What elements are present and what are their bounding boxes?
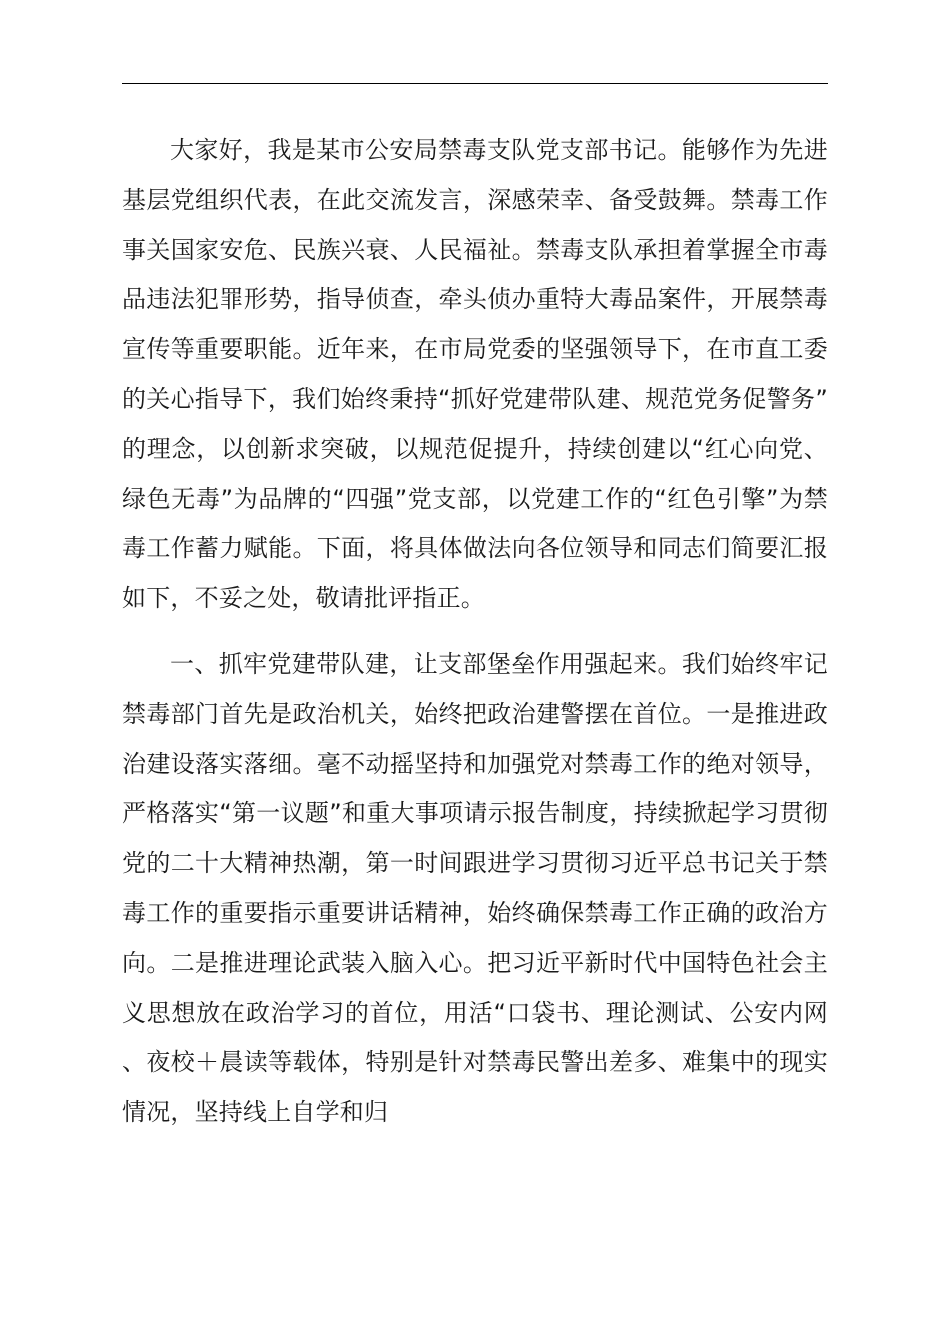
paragraph-introduction: 大家好，我是某市公安局禁毒支队党支部书记。能够作为先进基层党组织代表，在此交流发言，深感荣幸、备受鼓舞。禁毒工作事关国家安危、民族兴衰、人民福祉。禁毒支队承担着掌握全市毒品违法犯罪形势，指导侦查，牵头侦办重特大毒品案件，开展禁毒宣传等重要职能。近年来，在市局党委的坚强领导下，在市直工委的关心指导下，我们始终秉持“抓好党建带队建、规范党务促警务”的理念，以创新求突破，以规范促提升，持续创建以“红心向党、绿色无毒”为品牌的“四强”党支部，以党建工作的“红色引擎”为禁毒工作蓄力赋能。下面，将具体做法向各位领导和同志们简要汇报如下，不妥之处，敬请批评指正。: [122, 136, 828, 613]
paragraph-section-one: 一、抓牢党建带队建，让支部堡垒作用强起来。我们始终牢记禁毒部门首先是政治机关，始终把政治建警摆在首位。一是推进政治建设落实落细。毫不动摇坚持和加强党对禁毒工作的绝对领导，严格落实“第一议题”和重大事项请示报告制度，持续掀起学习贯彻党的二十大精神热潮，第一时间跟进学习贯彻习近平总书记关于禁毒工作的重要指示重要讲话精神，始终确保禁毒工作正确的政治方向。二是推进理论武装入脑入心。把习近平新时代中国特色社会主义思想放在政治学习的首位，用活“口袋书、理论测试、公安内网、夜校＋晨读等载体，特别是针对禁毒民警出差多、难集中的现实情况，坚持线上自学和归: [122, 649, 828, 1127]
document-body: [122, 126, 828, 1138]
header-rule: [122, 83, 828, 84]
